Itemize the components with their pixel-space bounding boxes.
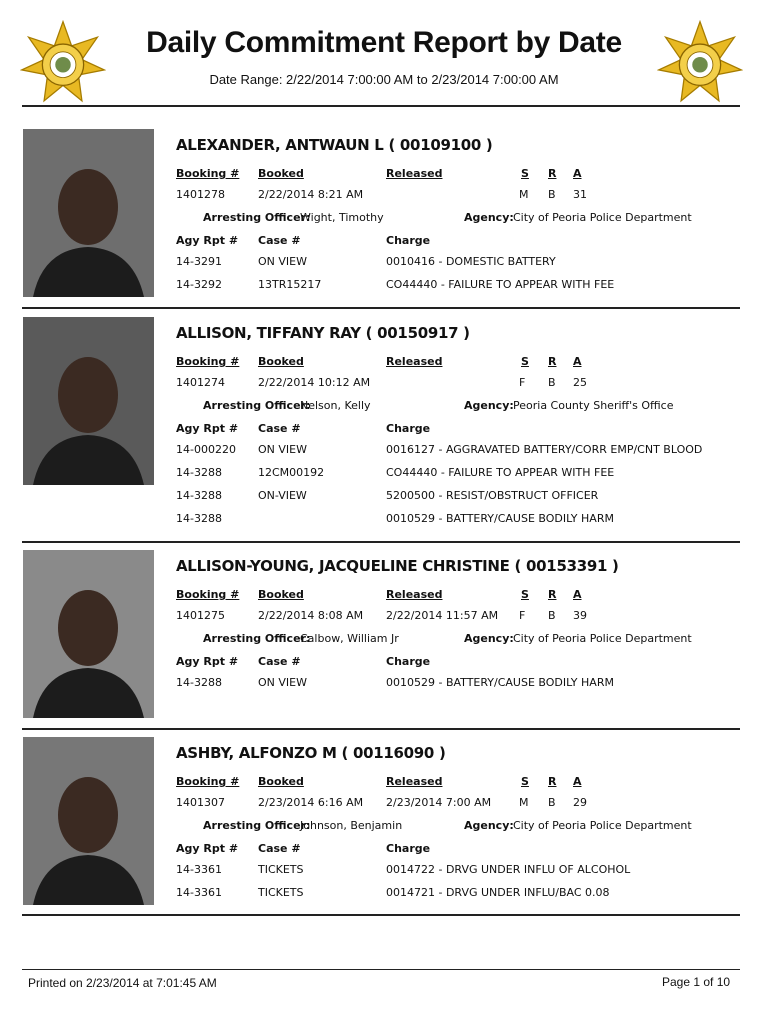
arresting-officer: Johnson, Benjamin xyxy=(300,819,403,832)
race-value: B xyxy=(548,609,556,622)
charge-description: 0010529 - BATTERY/CAUSE BODILY HARM xyxy=(386,512,614,525)
age-value: 25 xyxy=(573,376,587,389)
sex-value: F xyxy=(519,609,526,622)
charge-case-number: ON-VIEW xyxy=(258,489,307,502)
booking-number: 1401278 xyxy=(176,188,225,201)
booking-number-header: Booking # xyxy=(176,775,240,788)
charge-description: 0016127 - AGGRAVATED BATTERY/CORR EMP/CNT BLOOD xyxy=(386,443,703,456)
arresting-officer-label: Arresting Officer: xyxy=(203,399,311,412)
race-header: R xyxy=(548,588,557,601)
charge-agency-report: 14-3361 xyxy=(176,863,222,876)
inmate-name: ALEXANDER, ANTWAUN L ( 00109100 ) xyxy=(176,136,493,154)
agency-label: Agency: xyxy=(464,211,514,224)
record-divider xyxy=(22,541,740,543)
booking-number-header: Booking # xyxy=(176,588,240,601)
race-header: R xyxy=(548,167,557,180)
agency-label: Agency: xyxy=(464,399,514,412)
record-divider xyxy=(22,307,740,309)
printed-timestamp: Printed on 2/23/2014 at 7:01:45 AM xyxy=(28,976,217,990)
charge-description: 0010416 - DOMESTIC BATTERY xyxy=(386,255,556,268)
age-header: A xyxy=(573,775,582,788)
mugshot-photo xyxy=(23,317,154,485)
arresting-officer-label: Arresting Officer: xyxy=(203,211,311,224)
record-divider xyxy=(22,914,740,916)
charge-description: CO44440 - FAILURE TO APPEAR WITH FEE xyxy=(386,466,615,479)
agency-name: City of Peoria Police Department xyxy=(513,819,692,832)
arresting-officer-label: Arresting Officer: xyxy=(203,819,311,832)
agency-report-header: Agy Rpt # xyxy=(176,842,239,855)
agency-label: Agency: xyxy=(464,632,514,645)
inmate-name: ASHBY, ALFONZO M ( 00116090 ) xyxy=(176,744,446,762)
arresting-officer: Calbow, William Jr xyxy=(300,632,399,645)
agency-name: City of Peoria Police Department xyxy=(513,211,692,224)
sex-header: S xyxy=(521,167,529,180)
sex-value: F xyxy=(519,376,526,389)
inmate-record xyxy=(22,550,740,725)
charge-case-number: ON VIEW xyxy=(258,443,307,456)
charge-case-number: 13TR15217 xyxy=(258,278,322,291)
charge-header: Charge xyxy=(386,422,431,435)
age-header: A xyxy=(573,167,582,180)
charge-case-number: TICKETS xyxy=(258,886,304,899)
date-range: Date Range: 2/22/2014 7:00:00 AM to 2/23/2014 7:00:00 AM xyxy=(209,72,559,87)
age-header: A xyxy=(573,588,582,601)
charge-agency-report: 14-3288 xyxy=(176,489,222,502)
agency-report-header: Agy Rpt # xyxy=(176,655,239,668)
inmate-record xyxy=(22,129,740,304)
booking-number-header: Booking # xyxy=(176,355,240,368)
footer-divider xyxy=(22,969,740,970)
arresting-officer: Nelson, Kelly xyxy=(300,399,371,412)
charge-header: Charge xyxy=(386,234,431,247)
inmate-record xyxy=(22,737,740,912)
charge-agency-report: 14-3361 xyxy=(176,886,222,899)
case-number-header: Case # xyxy=(258,842,301,855)
charge-case-number: 12CM00192 xyxy=(258,466,325,479)
race-value: B xyxy=(548,376,556,389)
charge-agency-report: 14-000220 xyxy=(176,443,236,456)
age-value: 31 xyxy=(573,188,587,201)
charge-agency-report: 14-3292 xyxy=(176,278,222,291)
released-header: Released xyxy=(386,588,443,601)
charge-header: Charge xyxy=(386,655,431,668)
case-number-header: Case # xyxy=(258,655,301,668)
charge-description: 0014722 - DRVG UNDER INFLU OF ALCOHOL xyxy=(386,863,631,876)
inmate-name: ALLISON-YOUNG, JACQUELINE CHRISTINE ( 00153391 ) xyxy=(176,557,619,575)
booked-header: Booked xyxy=(258,167,304,180)
charge-case-number: TICKETS xyxy=(258,863,304,876)
charge-agency-report: 14-3288 xyxy=(176,512,222,525)
agency-report-header: Agy Rpt # xyxy=(176,234,239,247)
booking-number: 1401275 xyxy=(176,609,225,622)
report-title: Daily Commitment Report by Date xyxy=(146,26,622,59)
sex-header: S xyxy=(521,775,529,788)
charge-description: 5200500 - RESIST/OBSTRUCT OFFICER xyxy=(386,489,599,502)
agency-label: Agency: xyxy=(464,819,514,832)
agency-name: City of Peoria Police Department xyxy=(513,632,692,645)
agency-name: Peoria County Sheriff's Office xyxy=(513,399,674,412)
arresting-officer: Wight, Timothy xyxy=(300,211,384,224)
record-divider xyxy=(22,728,740,730)
booking-number: 1401307 xyxy=(176,796,225,809)
page-number: Page 1 of 10 xyxy=(662,975,731,989)
booked-datetime: 2/22/2014 10:12 AM xyxy=(258,376,371,389)
race-header: R xyxy=(548,775,557,788)
booking-number-header: Booking # xyxy=(176,167,240,180)
inmate-record xyxy=(22,317,740,525)
sex-header: S xyxy=(521,355,529,368)
charge-case-number: ON VIEW xyxy=(258,255,307,268)
released-datetime: 2/22/2014 11:57 AM xyxy=(386,609,499,622)
charge-header: Charge xyxy=(386,842,431,855)
released-datetime: 2/23/2014 7:00 AM xyxy=(386,796,492,809)
charge-agency-report: 14-3291 xyxy=(176,255,222,268)
race-value: B xyxy=(548,188,556,201)
booked-datetime: 2/23/2014 6:16 AM xyxy=(258,796,364,809)
sex-value: M xyxy=(519,188,529,201)
age-value: 39 xyxy=(573,609,587,622)
charge-description: CO44440 - FAILURE TO APPEAR WITH FEE xyxy=(386,278,615,291)
race-header: R xyxy=(548,355,557,368)
released-header: Released xyxy=(386,355,443,368)
charge-case-number: ON VIEW xyxy=(258,676,307,689)
charge-description: 0010529 - BATTERY/CAUSE BODILY HARM xyxy=(386,676,614,689)
charge-agency-report: 14-3288 xyxy=(176,466,222,479)
released-header: Released xyxy=(386,167,443,180)
released-header: Released xyxy=(386,775,443,788)
case-number-header: Case # xyxy=(258,234,301,247)
agency-report-header: Agy Rpt # xyxy=(176,422,239,435)
sex-header: S xyxy=(521,588,529,601)
mugshot-photo xyxy=(23,737,154,905)
age-value: 29 xyxy=(573,796,587,809)
booked-header: Booked xyxy=(258,775,304,788)
booking-number: 1401274 xyxy=(176,376,225,389)
charge-agency-report: 14-3288 xyxy=(176,676,222,689)
arresting-officer-label: Arresting Officer: xyxy=(203,632,311,645)
mugshot-photo xyxy=(23,550,154,718)
inmate-name: ALLISON, TIFFANY RAY ( 00150917 ) xyxy=(176,324,470,342)
header-divider xyxy=(22,105,740,107)
sex-value: M xyxy=(519,796,529,809)
race-value: B xyxy=(548,796,556,809)
booked-header: Booked xyxy=(258,588,304,601)
booked-datetime: 2/22/2014 8:08 AM xyxy=(258,609,364,622)
age-header: A xyxy=(573,355,582,368)
booked-header: Booked xyxy=(258,355,304,368)
booked-datetime: 2/22/2014 8:21 AM xyxy=(258,188,364,201)
charge-description: 0014721 - DRVG UNDER INFLU/BAC 0.08 xyxy=(386,886,610,899)
mugshot-photo xyxy=(23,129,154,297)
case-number-header: Case # xyxy=(258,422,301,435)
